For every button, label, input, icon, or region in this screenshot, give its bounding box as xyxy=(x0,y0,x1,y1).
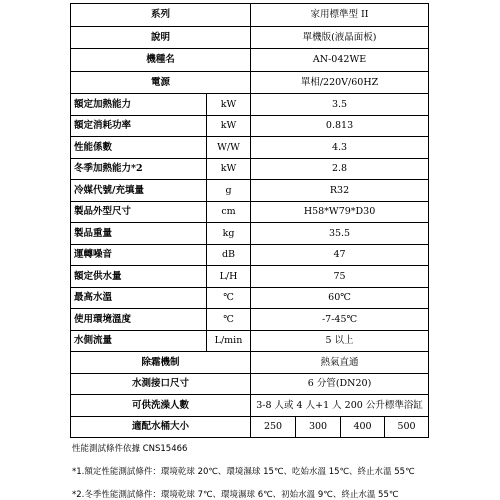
spec-value: H58*W79*D30 xyxy=(251,201,429,223)
spec-table xyxy=(70,3,429,438)
header-label: 機種名 xyxy=(71,49,251,72)
header-row xyxy=(71,71,429,94)
spec-label: 冷媒代號/充填量 xyxy=(71,180,207,202)
test-standard-note: 性能測試條件依據 CNS15466 xyxy=(72,444,188,454)
spec-unit: kW xyxy=(207,94,251,116)
spec-row xyxy=(71,266,429,288)
header-row xyxy=(71,49,429,72)
spec-value: 2.8 xyxy=(251,158,429,180)
spec-row xyxy=(71,137,429,159)
spec-label: 額定供水量 xyxy=(71,266,207,288)
spec-unit: kg xyxy=(207,223,251,245)
spec-label: 使用環境溫度 xyxy=(71,309,207,331)
spec-row xyxy=(71,223,429,245)
feature-value: 熱氣直通 xyxy=(251,352,429,374)
spec-label: 最高水溫 xyxy=(71,287,207,309)
spec-unit: kW xyxy=(207,115,251,137)
spec-unit: L/min xyxy=(207,330,251,352)
header-row xyxy=(71,4,429,27)
spec-label: 製品重量 xyxy=(71,223,207,245)
spec-row xyxy=(71,180,429,202)
spec-unit: W/W xyxy=(207,137,251,159)
header-value: 家用標準型 II xyxy=(251,4,429,27)
tub-size-value: 400 xyxy=(341,416,385,438)
spec-value: 60℃ xyxy=(251,287,429,309)
winter-test-note: *2.冬季性能測試條件：環境乾球 7℃、環境濕球 6℃、初始水溫 9℃、終止水溫 55℃ xyxy=(72,490,399,500)
header-value: 單相/220V/60HZ xyxy=(251,71,429,94)
spec-row xyxy=(71,201,429,223)
spec-value: 35.5 xyxy=(251,223,429,245)
tub-size-value: 250 xyxy=(251,416,296,438)
feature-value: 3-8 人或 4 人+1 人 200 公升標準浴缸 xyxy=(251,395,429,417)
tub-size-value: 500 xyxy=(385,416,429,438)
spec-value: 3.5 xyxy=(251,94,429,116)
spec-unit: ℃ xyxy=(207,309,251,331)
tub-size-row xyxy=(71,416,429,438)
feature-label: 除霜機制 xyxy=(71,352,251,374)
feature-label: 水測接口尺寸 xyxy=(71,373,251,395)
spec-label: 冬季加熱能力*2 xyxy=(71,158,207,180)
spec-unit: g xyxy=(207,180,251,202)
feature-value: 6 分管(DN20) xyxy=(251,373,429,395)
spec-row xyxy=(71,115,429,137)
spec-row xyxy=(71,244,429,266)
spec-unit: kW xyxy=(207,158,251,180)
spec-unit: L/H xyxy=(207,266,251,288)
spec-value: 47 xyxy=(251,244,429,266)
spec-value: R32 xyxy=(251,180,429,202)
feature-row xyxy=(71,395,429,417)
spec-value: 75 xyxy=(251,266,429,288)
spec-value: 0.813 xyxy=(251,115,429,137)
spec-value: 5 以上 xyxy=(251,330,429,352)
spec-row xyxy=(71,330,429,352)
header-value: AN-042WE xyxy=(251,49,429,72)
spec-row xyxy=(71,287,429,309)
spec-row xyxy=(71,94,429,116)
rated-test-note: *1.額定性能測試條件：環境乾球 20℃、環境濕球 15℃、吃始水溫 15℃、終止水溫 55℃ xyxy=(72,467,415,477)
feature-label: 可供洗澡人數 xyxy=(71,395,251,417)
spec-unit: ℃ xyxy=(207,287,251,309)
feature-row xyxy=(71,373,429,395)
header-label: 說明 xyxy=(71,26,251,49)
header-row xyxy=(71,26,429,49)
header-label: 電源 xyxy=(71,71,251,94)
tub-size-value: 300 xyxy=(296,416,341,438)
spec-label: 性能係數 xyxy=(71,137,207,159)
spec-label: 製品外型尺寸 xyxy=(71,201,207,223)
header-label: 系列 xyxy=(71,4,251,27)
spec-unit: cm xyxy=(207,201,251,223)
spec-label: 水側流量 xyxy=(71,330,207,352)
spec-unit: dB xyxy=(207,244,251,266)
spec-label: 額定消耗功率 xyxy=(71,115,207,137)
spec-value: -7-45℃ xyxy=(251,309,429,331)
spec-row xyxy=(71,309,429,331)
spec-row xyxy=(71,158,429,180)
spec-value: 4.3 xyxy=(251,137,429,159)
spec-label: 額定加熱能力 xyxy=(71,94,207,116)
header-value: 單機版(液晶面板) xyxy=(251,26,429,49)
spec-label: 運轉噪音 xyxy=(71,244,207,266)
tub-size-label: 適配水桶大小 xyxy=(71,416,251,438)
feature-row xyxy=(71,352,429,374)
